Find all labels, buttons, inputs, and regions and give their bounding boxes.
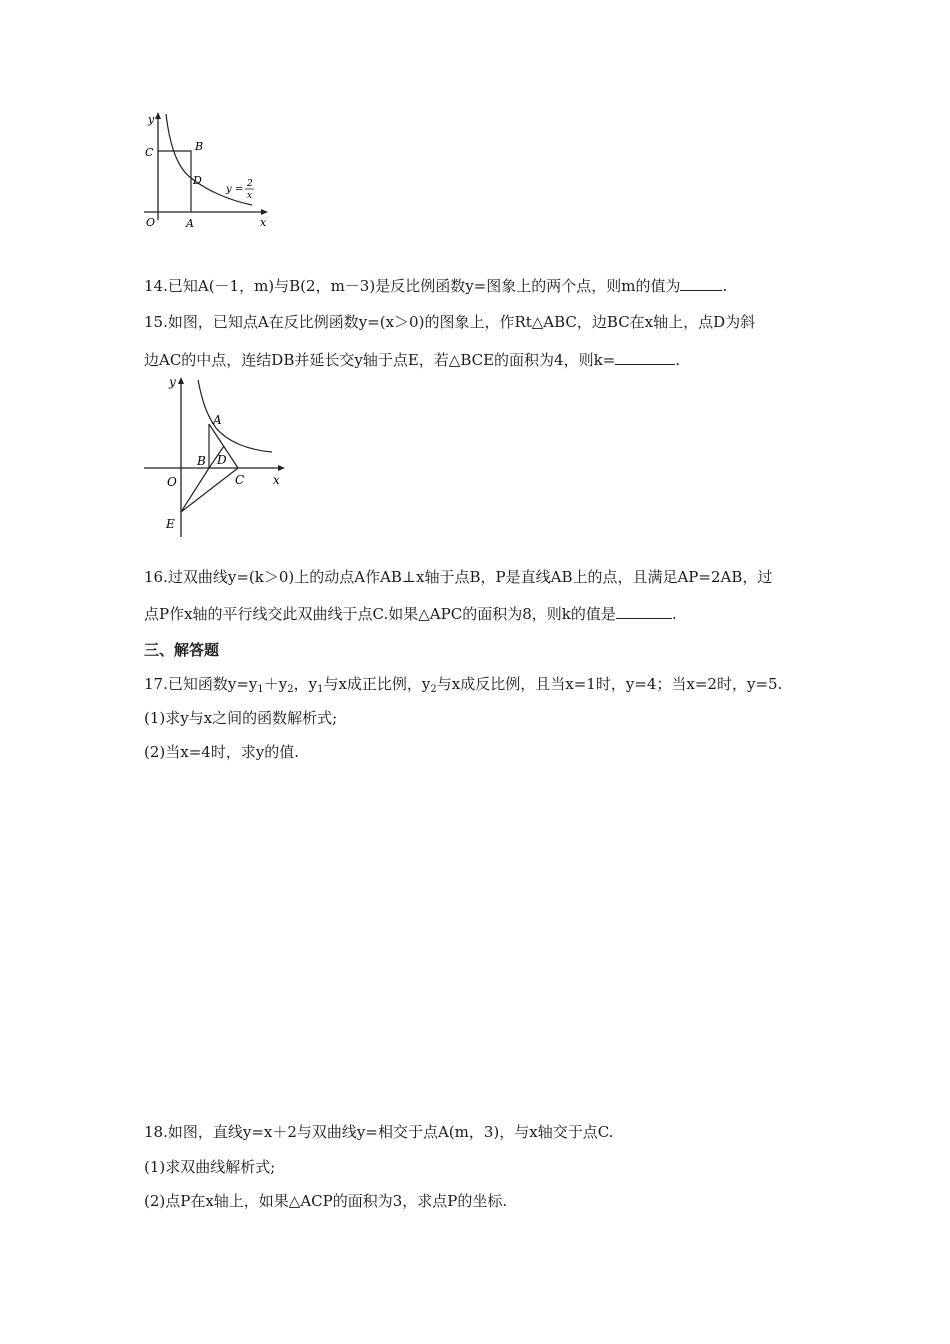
label-y-axis: y	[169, 375, 176, 389]
q15-line2-text: 边AC的中点，连结DB并延长交y轴于点E，若△BCE的面积为4，则k=	[144, 351, 616, 369]
q17-sub2-text: (2)当x=4时，求y的值.	[144, 743, 300, 761]
q16-end: .	[671, 605, 677, 623]
q17-subscript-3: 1	[317, 684, 324, 695]
q17-subscript-2: 2	[287, 684, 294, 695]
label-y-axis: y	[148, 113, 155, 126]
label-A: A	[213, 413, 222, 427]
label-O: O	[146, 216, 156, 229]
segment-EC	[181, 468, 238, 512]
q17-part-2: ＋y	[263, 675, 288, 693]
q17-part-3: ，y	[293, 675, 318, 693]
q17-subscript-1: 1	[257, 684, 264, 695]
question-15-line-2	[144, 350, 680, 370]
label-D: D	[217, 453, 227, 467]
label-A: A	[186, 217, 194, 230]
figure-1-hyperbola	[140, 108, 280, 236]
y-axis-arrow	[178, 377, 184, 384]
label-O: O	[167, 475, 177, 489]
q17-part-1: 17.已知函数y=y	[144, 675, 258, 693]
q15-answer-blank[interactable]	[615, 350, 675, 365]
q15-end: .	[675, 351, 681, 369]
section-3-title: 三、解答题	[144, 641, 220, 659]
question-18	[144, 1122, 613, 1142]
label-x-axis: x	[260, 216, 267, 229]
section-3-heading	[144, 640, 219, 660]
label-C: C	[145, 146, 154, 159]
question-17-sub-2	[144, 742, 299, 762]
q16-line1-text: 16.过双曲线y=(k＞0)上的动点A作AB⊥x轴于点B，P是直线AB上的点，且满足AP=2AB，过	[144, 568, 773, 586]
question-18-sub-1	[144, 1157, 275, 1177]
q14-answer-blank[interactable]	[680, 276, 722, 291]
label-C: C	[235, 473, 245, 487]
segment-EB	[181, 468, 209, 512]
q15-line1-text: 15.如图，已知点A在反比例函数y=(x＞0)的图象上，作Rt△ABC，边BC在x轴上，点D为斜	[144, 313, 756, 331]
figure-2-triangle-hyperbola	[140, 372, 290, 540]
label-E: E	[166, 517, 175, 531]
x-axis-arrow	[261, 209, 268, 215]
question-17-sub-1	[144, 708, 337, 728]
q18-sub1-text: (1)求双曲线解析式;	[144, 1158, 276, 1176]
q14-end: .	[722, 277, 728, 295]
label-B: B	[195, 140, 204, 153]
q18-sub2-text: (2)点P在x轴上，如果△ACP的面积为3，求点P的坐标.	[144, 1192, 508, 1210]
label-x-axis: x	[273, 473, 280, 487]
question-16-line-1	[144, 567, 772, 587]
rectangle-OABC	[158, 151, 191, 212]
y-axis-arrow	[155, 112, 161, 119]
q17-part-5: 与x成反比例，且当x=1时，y=4；当x=2时，y=5.	[436, 675, 783, 693]
q18-line1-text: 18.如图，直线y=x＋2与双曲线y=相交于点A(m，3)，与x轴交于点C.	[144, 1123, 614, 1141]
q14-text: 14.已知A(－1，m)与B(2，m－3)是反比例函数y=图象上的两个点，则m的值为	[144, 277, 681, 295]
question-17	[144, 674, 782, 694]
label-D: D	[193, 174, 202, 187]
question-15-line-1	[144, 312, 755, 332]
curve-label-lhs: y =	[226, 184, 244, 195]
q16-line2-text: 点P作x轴的平行线交此双曲线于点C.如果△APC的面积为8，则k的值是	[144, 605, 616, 623]
question-16-line-2	[144, 604, 677, 624]
curve-label-denominator: x	[247, 191, 253, 201]
q16-answer-blank[interactable]	[616, 604, 672, 619]
question-18-sub-2	[144, 1191, 507, 1211]
x-axis-arrow	[278, 465, 285, 471]
question-14	[144, 276, 727, 296]
label-B: B	[197, 454, 206, 468]
q17-sub1-text: (1)求y与x之间的函数解析式;	[144, 709, 338, 727]
curve-label-numerator: 2	[247, 179, 253, 189]
q17-part-4: 与x成正比例，y	[323, 675, 431, 693]
q17-subscript-4: 2	[430, 684, 437, 695]
